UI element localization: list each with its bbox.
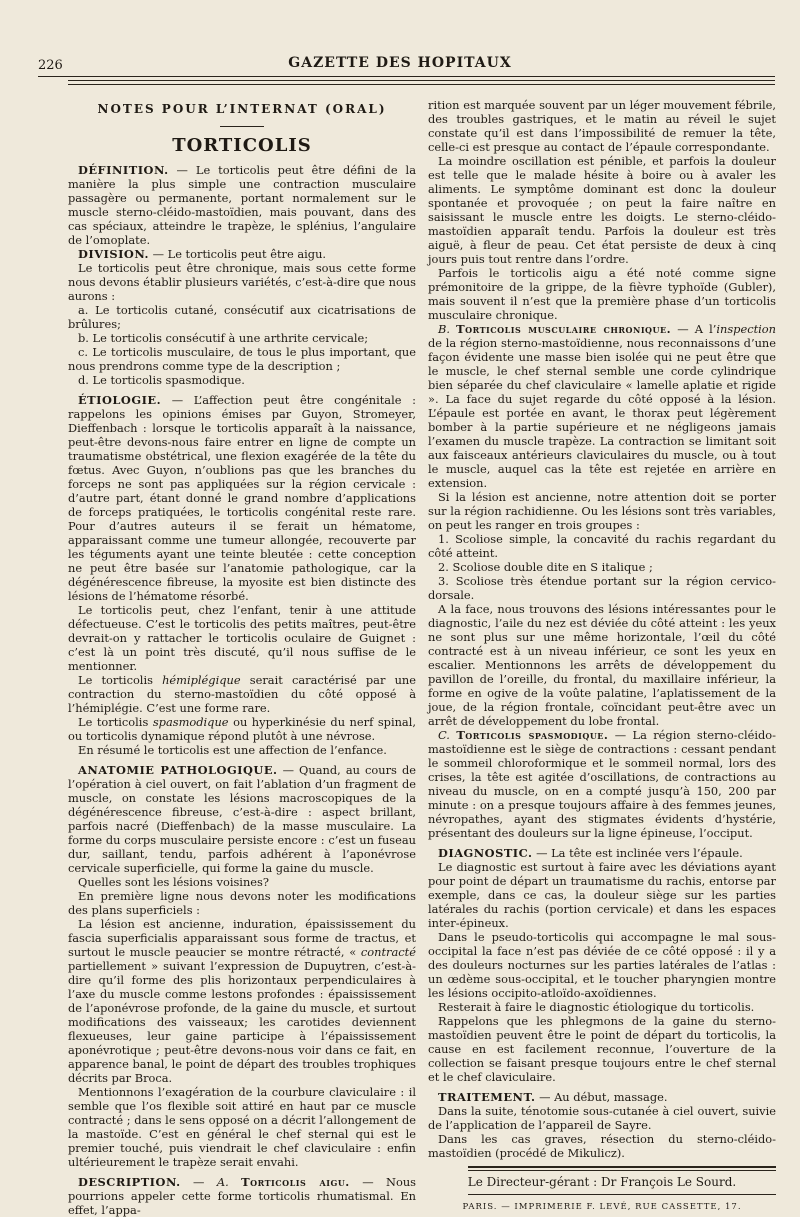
footer-rule [468,1166,776,1168]
subsection-title: Torticolis spasmodique. [456,728,609,742]
paragraph: Si la lésion est ancienne, notre attention doit se porter sur la région rachidienne. Ou les lésions sont très variables, on peut les ranger en trois groupes : [428,490,776,532]
diagnostic-label: DIAGNOSTIC. [438,846,533,860]
pathology-text: — Quand, au cours de l’opération à ciel ouvert, on fait l’ablation d’un fragment de muscle, on constate les lésions macroscopiques de la dégénérescence fibreuse, c’est-à-dire : aspect brillant, parfois nacré (Dieffenbach) de la masse musculaire. La forme du corps musculaire persiste encore : c’est un fuseau dur, saillant, tendu, parfois adhérent à l’aponévrose cervicale superficielle, qui forme la gaine du muscle. [68,763,416,875]
text-run: partiellement » suivant l’expression de Dupuytren, c’est-à-dire qu’il forme des plis horizontaux perpendiculaires à l’axe du muscle comme lestons profondes : épaississement de l’aponévrose profonde, de la gaine du muscle, et surtout modifications des vaisseaux; les carotides deviennent flexueuses, leur gaine participe à l’épaississement aponévrotique ; peut-être devons-nous voir dans ce fait, en apparence banal, le point de départ des troubles trophiques décrits par Broca. [68,959,416,1085]
paragraph [68,917,416,1085]
subsection-title: Torticolis aigu. [241,1175,350,1189]
paragraph: En première ligne nous devons noter les modifications des plans superficiels : [68,889,416,917]
treatment-paragraph [428,1090,776,1104]
list-item: a. Le torticolis cutané, consécutif aux cicatrisations de brûlures; [68,303,416,331]
description-paragraph [68,1175,416,1217]
list-item: b. Le torticolis consécutif à une arthrite cervicale; [78,331,369,345]
division-paragraph [68,247,416,261]
text-run: — Nous pourrions appeler cette forme torticolis rhumatismal. En effet, l’appa- [68,1175,417,1217]
paragraph: rition est marquée souvent par un léger mouvement fébrile, des troubles gastriques, et le matin au réveil le sujet constate qu’il est dans l’impossibilité de remuer la tête, celle-ci est presque au contact de l’épaule correspondante. [428,98,776,154]
paragraph: Quelles sont les lésions voisines? [78,875,269,889]
list-item: 1. Scoliose simple, la concavité du rachis regardant du côté atteint. [428,532,776,560]
paragraph: Le diagnostic est surtout à faire avec les déviations ayant pour point de départ un traumatisme du rachis, entorse par exemple, dans ce cas, la douleur siège sur les parties latérales du rachis (portion cervicale) et dans les espaces inter-épineux. [428,860,776,930]
description-label: DESCRIPTION. [78,1175,181,1189]
list-item: d. Le torticolis spasmodique. [78,373,245,387]
text-run [229,1175,241,1189]
title-rule [220,126,264,127]
journal-title: GAZETTE DES HOPITAUX [288,55,512,71]
list-item: 3. Scoliose très étendue portant sur la région cervico-dorsale. [428,574,776,602]
director-signature: Le Directeur-gérant : Dr François Le Sourd. [467,1175,737,1189]
chronic-paragraph [428,322,776,490]
italic-term: inspection [716,322,776,336]
etiology-label: ÉTIOLOGIE. [78,393,162,407]
subsection-title: Torticolis musculaire chronique. [456,322,672,336]
spasmodic-paragraph [428,728,776,840]
text-run: — La région sterno-cléido-mastoïdienne est le siège de contractions : cessant pendant le sommeil chloroformique et le sommeil normal, lors des crises, la tête est agitée d’oscillations, de contractions au niveau du muscle, on en a compté jusqu’à 150, 200 par minute : on a presque toujours affaire à des femmes jeunes, névropathes, ayant des stigmates évidents d’hystérie, présentant des douleurs sur la ligne épineuse, l’occiput. [428,728,776,840]
paragraph [68,715,416,743]
text-run: Le torticolis [78,715,153,729]
text-run: — A l’ [671,322,717,336]
italic-term: hémiplégique [162,673,241,687]
section-letter: A. [216,1175,229,1189]
paragraph: En résumé le torticolis est une affection de l’enfance. [78,743,387,757]
pathology-label: ANATOMIE PATHOLOGIQUE. [78,763,278,777]
text-run: Le torticolis [78,673,163,687]
division-label: DIVISION. [78,247,149,261]
paragraph: Mentionnons l’exagération de la courbure claviculaire : il semble que l’os flexible soit attiré en haut par ce muscle contracté ; dans le sens opposé on a décrit l’allongement de la mastoïde. C’est en général le chef sternal qui est le premier touché, puis viendrait le chef claviculaire : enfin ultérieurement le trapèze serait envahi. [68,1085,416,1169]
paragraph: Le torticolis peut, chez l’enfant, tenir à une attitude défectueuse. C’est le torticolis des petits maîtres, peut-être devrait-on y rattacher le torticolis oculaire de Guignet : c’est là un point très discuté, qu’il nous suffise de le mentionner. [68,603,416,673]
division-text: — Le torticolis peut être aigu. [149,247,327,261]
paragraph: A la face, nous trouvons des lésions intéressantes pour le diagnostic, l’aile du nez est déviée du côté atteint : les yeux ne sont plus sur une même horizontale, l’œil du côté contracté est à un niveau inférieur, ce sont les yeux en escalier. Mentionnons les arrêts de développement du pavillon de l’oreille, du frontal, du maxillaire inférieur, la forme en ogive de la voûte palatine, l’aplatissement de la joue, de la région frontale, coïncidant peut-être avec un arrêt de développement du lobe frontal. [428,602,776,728]
header-rule-bottom [68,84,775,85]
list-item: c. Le torticolis musculaire, de tous le plus important, que nous prendrons comme type de la description ; [68,345,416,373]
list-item: 2. Scoliose double dite en S italique ; [438,560,653,574]
page-number: 226 [38,58,63,73]
paragraph: Dans le pseudo-torticolis qui accompagne le mal sous-occipital la face n’est pas déviée de ce côté opposé : il y a des douleurs nocturnes sur les parties latérales de l’atlas : un œdème sous-occipital, et le toucher pharyngien montre les lésions occipito-atloïdo-axoïdiennes. [428,930,776,1000]
diagnostic-paragraph [428,846,776,860]
article-title: TORTICOLIS [172,135,312,156]
definition-text: — Le torticolis peut être défini de la manière la plus simple une contraction musculaire passagère ou permanente, portant normalement sur le muscle sterno-cléido-mastoïdien, mais pouvant, dans des cas spéciaux, atteindre le trapèze, le splénius, l’angulaire de l’omoplate. [68,163,416,247]
definition-label: DÉFINITION. [78,163,169,177]
pathology-paragraph [68,763,416,875]
left-column [68,98,416,1217]
text-run: — [180,1175,217,1189]
text-run: La lésion est ancienne, induration, épaississement du fascia superficialis apparaissant sous forme de tractus, et surtout le muscle peaucier se montre rétracté, « [68,917,416,959]
footer-rule [468,1170,776,1171]
text-run: de la région sterno-mastoïdienne, nous reconnaissons d’une façon évidente une masse bien isolée qui ne peut être que le muscle, le chef sternal semble une corde cylindrique bien séparée du chef claviculaire « lamelle aplatie et rigide ». La face du sujet regarde du côté opposé à la lésion. L’épaule est portée en avant, le thorax peut légèrement bomber à la partie supérieure et ne négligeons jamais l’examen du muscle trapèze. La contraction se limitant soit aux faisceaux antérieurs claviculaires du muscle, ou à tout le muscle, auquel cas la tête est rejetée en arrière en extension. [428,336,776,490]
italic-term: contracté [360,945,416,959]
paragraph: Parfois le torticolis aigu a été noté comme signe prémonitoire de la grippe, de la fièvre typhoïde (Gubler), mais souvent il n’est que la première phase d’un torticolis musculaire chronique. [428,266,776,322]
footer-rule [468,1194,776,1195]
section-letter: B. [438,322,450,336]
paragraph: Resterait à faire le diagnostic étiologique du torticolis. [438,1000,755,1014]
treatment-label: TRAITEMENT. [438,1090,536,1104]
right-column [428,98,776,1214]
diagnostic-text: — La tête est inclinée vers l’épaule. [532,846,743,860]
paragraph: Dans les cas graves, résection du sterno-cléido-mastoïdien (procédé de Mikulicz). [428,1132,776,1160]
notes-header: NOTES POUR L’INTERNAT (ORAL) [97,102,387,116]
treatment-text: — Au début, massage. [535,1090,668,1104]
italic-term: spasmodique [152,715,229,729]
paragraph: La moindre oscillation est pénible, et parfois la douleur est telle que le malade hésite à boire ou à avaler les aliments. Le symptôme dominant est donc la douleur spontanée et provoquée ; on peut la faire naître en saisissant le muscle entre les doigts. Le sterno-cléido-mastoïdien apparaît tendu. Parfois la douleur est très aiguë, à fleur de peau. Cet état persiste de deux à cinq jours puis tout rentre dans l’ordre. [428,154,776,266]
definition-paragraph [68,163,416,247]
header-rule-top [38,76,775,77]
etiology-text: — L’affection peut être congénitale : rappelons les opinions émises par Guyon, Stromeyer, Dieffenbach : lorsque le torticolis apparaît à la naissance, peut-être devons-nous faire entrer en ligne de compte un traumatisme obstétrical, une flexion exagérée de la tête du fœtus. Avec Guyon, n’oublions pas que les branches du forceps ne sont pas appliquées sur la région cervicale : d’autre part, étant donné le grand nombre d’applications de forceps pratiquées, le torticolis congénital reste rare. Pour d’autres auteurs il se ferait un hématome, apparaissant comme une tumeur allongée, recouverte par les téguments ayant une teinte bleutée : cette conception ne peut être basée sur l’anatomie pathologique, car la dégénérescence fibreuse, la myosite est bien distincte des lésions de l’hématome résorbé. [68,393,416,603]
paragraph: Le torticolis peut être chronique, mais sous cette forme nous devons établir plusieurs variétés, c’est-à-dire que nous aurons : [68,261,416,303]
etiology-paragraph [68,393,416,603]
text-run: serait caractérisé par une contraction du sterno-mastoïdien du côté opposé à l’hémiplégie. C’est une forme rare. [68,673,416,715]
printer-imprint: PARIS. — IMPRIMERIE F. LEVÉ, RUE CASSETTE, 17. [462,1202,742,1212]
paragraph: Dans la suite, ténotomie sous-cutanée à ciel ouvert, suivie de l’application de l’appareil de Sayre. [428,1104,776,1132]
paragraph: Rappelons que les phlegmons de la gaine du sterno-mastoïdien peuvent être le point de départ du torticolis, la cause en est facilement reconnue, l’ouverture de la collection se faisant presque toujours entre le chef sternal et le chef claviculaire. [428,1014,776,1084]
section-letter: C. [438,728,450,742]
text-run: ou hyperkinésie du nerf spinal, ou torticolis dynamique répond plutôt à une névrose. [68,715,416,743]
header-rule-mid [68,80,775,81]
paragraph [68,673,416,715]
